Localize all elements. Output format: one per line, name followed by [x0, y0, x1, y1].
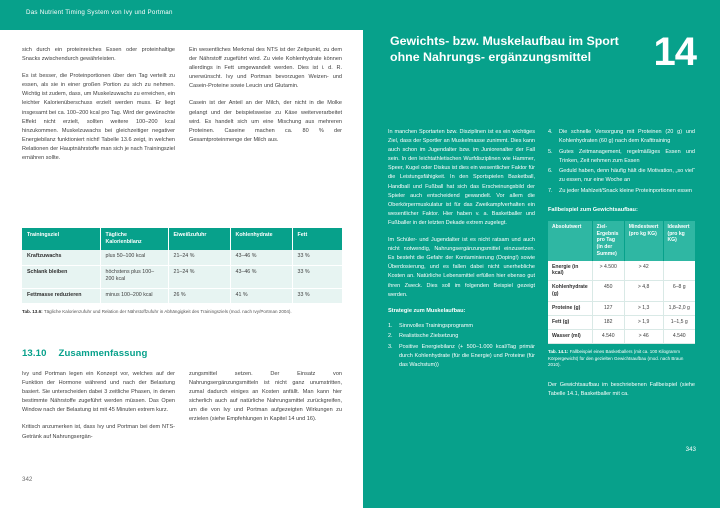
column-header: Eiweißzufuhr: [168, 228, 230, 250]
cell: Proteine (g): [548, 302, 592, 316]
cell: 21–24 %: [168, 250, 230, 265]
summary-columns: [22, 370, 342, 442]
table-row: [22, 265, 342, 288]
list-marker: 4.: [548, 129, 553, 135]
cell: Kohlenhydrate (g): [548, 281, 592, 302]
list-item: [388, 343, 535, 370]
table-row: [548, 281, 695, 302]
column-header: Kohlenhydrate: [230, 228, 292, 250]
summary-column-1: [22, 370, 175, 442]
list-item: [548, 187, 695, 196]
column-header: Mindestwert (pro kg KG): [624, 221, 663, 260]
cell: [663, 261, 695, 281]
table-13-6-wrapper: [22, 228, 342, 316]
left-page-column-2: [189, 46, 342, 163]
list-item-label: Zu jeder Mahlzeit/Snack kleine Proteinportionen essen: [559, 188, 692, 195]
cell: > 46: [624, 330, 663, 344]
list-item-label: Geduld haben, denn häufig hält die Motivation, „so viel“ zu essen, nur eine Woche an: [559, 168, 695, 184]
right-page-columns: [388, 128, 696, 399]
cell: Kraftzuwachs: [22, 250, 100, 265]
cell: minus 100–200 kcal: [100, 288, 168, 304]
list-marker: 2.: [388, 333, 393, 340]
left-page: [0, 30, 363, 508]
table-14-1: [548, 221, 695, 344]
column-header: Ziel-Ergebnis pro Tag (in der Summe): [592, 221, 624, 260]
list-item: [548, 128, 695, 146]
cell: 1,8–2,0 g: [663, 302, 695, 316]
caption-label: Tab. 14.1:: [548, 349, 569, 355]
paragraph: Der Gewichtsaufbau im beschriebenen Fallbeispiel (siehe Tabelle 14.1, Basketballer mit ca.: [548, 381, 695, 397]
list-item: [548, 167, 695, 185]
table-row: [548, 330, 695, 344]
list-marker: 1.: [388, 322, 393, 329]
cell: 6–8 g: [663, 281, 695, 302]
paragraph: Casein ist der Anteil an der Milch, der nicht in die Molke gelangt und der beispielsweise zu Käse weiterverarbeitet wird. Es handelt sich um eine Mischung aus mehreren Proteinen. Caseine machen ca. 80 % der Gesamtproteinmenge der Milch aus.: [189, 100, 342, 143]
table-14-1-wrapper: [548, 221, 695, 369]
table-row: [22, 250, 342, 265]
strategy-heading: Strategie zum Muskelaufbau:: [388, 307, 466, 314]
right-page: [363, 0, 720, 508]
right-page-column-2: [548, 128, 695, 399]
cell: 21–24 %: [168, 265, 230, 288]
section-title: Zusammenfassung: [58, 348, 148, 359]
list-marker: 7.: [548, 188, 553, 195]
page-number-right: 343: [685, 446, 696, 453]
paragraph: Es ist besser, die Proteinportionen über den Tag verteilt zu essen, als sie in einer großen Portion zu sich zu nehmen. Wichtig ist zudem, dass, um Muskelzuwachs zu erreichen, ein leichter Kalorienüberschuss erzielt werden muss. Er liegt insgesamt bei ca. 100–200 kcal pro Tag. Wird der gewünschte Effekt nicht erzielt, sollten weitere 100–200 kcal hinzukommen. Muskelzuwachs bei gleichzeitiger negativer Energiebilanz funktioniert nicht! Tabelle 13.6 zeigt, in welchen Relationen der Hauptnährstoffe man sich je nach Trainingsziel ernähren sollte.: [22, 73, 175, 162]
table-header-row: [548, 221, 695, 260]
cell: 26 %: [168, 288, 230, 304]
cell: 33 %: [292, 250, 342, 265]
cell: 43–46 %: [230, 250, 292, 265]
paragraph: zungsmittel setzen. Der Einsatz von Nahrungsergänzungsmitteln ist nicht ganz unumstritten, zumal dadurch einiges an Kosten anfällt. Man kann hier sicherlich auch auf natürliche Nahrungsmittel zurückgreifen, um die von Ivy und Portman aufgezeigten Wirkungen zu erzielen (siehe Empfehlungen in Kapitel 14 und 16).: [189, 371, 342, 423]
summary-column-2: [189, 370, 342, 442]
cell: 182: [592, 316, 624, 330]
list-item-label: Die schnelle Versorgung mit Proteinen (20 g) und Kohlenhydraten (60 g) nach dem Krafttraining: [559, 129, 695, 145]
list-marker: 5.: [548, 148, 553, 155]
cell: > 1,9: [624, 316, 663, 330]
column-header: Tägliche Kalorienbilanz: [100, 228, 168, 250]
column-header: Fett: [292, 228, 342, 250]
cell: > 42: [624, 261, 663, 281]
table-header-row: [22, 228, 342, 250]
cell: Energie (in kcal): [548, 261, 592, 281]
paragraph: sich durch ein proteinreiches Essen oder proteinhaltige Snacks zwischendurch gewährleisten.: [22, 47, 175, 63]
cell: Schlank bleiben: [22, 265, 100, 288]
table-14-1-caption: [548, 349, 695, 369]
section-heading-13-10: [22, 348, 147, 359]
cell: 33 %: [292, 265, 342, 288]
running-head-text: Das Nutrient Timing System von Ivy und Portman: [26, 9, 173, 16]
list-item: [388, 322, 535, 331]
cell: > 1,3: [624, 302, 663, 316]
list-item-label: Positive Energiebilanz (+ 500–1.000 kcal/Tag primär durch Kohlenhydrate (für die Energie) und Proteine (für das Wachstum)): [399, 343, 535, 369]
cell: Fettmasse reduzieren: [22, 288, 100, 304]
paragraph: Ein wesentliches Merkmal des NTS ist der Zeitpunkt, zu dem der Nährstoff zugeführt wird. Zu viele Kohlenhydrate können allerdings in Fett umgewandelt werden. Dies ist i. d. R. unerwünscht. Ivy und Portman bevorzugen Weizen- und Casein-Proteine sowie Leucin und Glutamin.: [189, 47, 342, 90]
column-header: Absolutwert: [548, 221, 592, 260]
section-number: 13.10: [22, 348, 47, 359]
table-13-6-caption: [22, 309, 342, 316]
list-marker: 6.: [548, 168, 553, 175]
list-item-label: Sinnvolles Trainingsprogramm: [399, 322, 473, 329]
cell: Fett (g): [548, 316, 592, 330]
table-row: [548, 316, 695, 330]
cell: 127: [592, 302, 624, 316]
cell: höchstens plus 100–200 kcal: [100, 265, 168, 288]
strategy-list: [388, 322, 535, 370]
table-row: [548, 302, 695, 316]
column-header: Idealwert (pro kg KG): [663, 221, 695, 260]
list-marker: 3.: [388, 343, 393, 350]
cell: > 4.500: [592, 261, 624, 281]
cell: 41 %: [230, 288, 292, 304]
strategy-list-continued: [548, 128, 695, 196]
table-row: [548, 261, 695, 281]
list-item-label: Realistische Zielsetzung: [399, 333, 459, 340]
list-item-label: Gutes Zeitmanagement, regelmäßiges Essen und Trinken, Zeit nehmen zum Essen: [559, 148, 695, 164]
cell: 33 %: [292, 288, 342, 304]
cell: plus 50–100 kcal: [100, 250, 168, 265]
caption-label: Tab. 13.6:: [22, 309, 43, 315]
left-page-top-columns: [22, 46, 342, 163]
cell: 1–1,5 g: [663, 316, 695, 330]
column-header: Trainingsziel: [22, 228, 100, 250]
list-item: [548, 148, 695, 166]
cell: > 4,8: [624, 281, 663, 302]
paragraph: In manchen Sportarten bzw. Disziplinen ist es ein wichtiges Ziel, dass der Sportler an Muskelmasse zunimmt. Dies kann auch schon im Jugendalter bzw. im Juniorenalter der Fall sein. In den leichtathletischen Wurfdisziplinen wie Hammer, Speer, Kugel oder Diskus ist dies ein wesentlicher Faktor für die Leistungsfähigkeit. In den Sportspielen Basketball, Handball und Fußball hat sich das Erscheinungsbild der Spieler auch entscheidend gewandelt. Vor allem die Oberkörpermuskulatur ist für das Zweikampfverhalten ein wesentlicher Faktor. Hier haben v. a. Basketballer und Fußballer in der letzten Dekade extrem zugelegt.: [388, 129, 535, 226]
paragraph: Im Schüler- und Jugendalter ist es nicht ratsam und auch nicht notwendig, Nahrungsergänzungsmittel einzusetzen. Es besteht die Gefahr der Kontaminierung (Doping!) sowie Überdosierung, und es fallen dabei nicht unerhebliche Kosten an. Natürliche Lebensmittel erfüllen hier ebenso gut ihren Zweck. Dies soll im folgenden Beispiel gezeigt werden.: [388, 237, 535, 298]
chapter-number: 14: [653, 30, 696, 74]
table-13-6: [22, 228, 342, 304]
cell: 43–46 %: [230, 265, 292, 288]
right-page-column-1: [388, 128, 535, 399]
page-number-left: 342: [22, 476, 33, 483]
case-study-heading: Fallbeispiel zum Gewichtsaufbau:: [548, 207, 638, 214]
cell: 4.540: [663, 330, 695, 344]
table-row: [22, 288, 342, 304]
paragraph: Kritisch anzumerken ist, dass Ivy und Portman bei dem NTS-Getränk auf Nahrungsergän-: [22, 424, 175, 440]
caption-text: Fallbeispiel eines Basketballers (mit ca. 100 Kilogramm Körpergewicht) für den gezielten Gewichtsaufbau (mod. nach Braun 2010).: [548, 349, 684, 368]
chapter-title: Gewichts- bzw. Muskelaufbau im Sport ohne Nahrungs- ergänzungsmittel: [390, 34, 619, 64]
left-page-column-1: [22, 46, 175, 163]
cell: 450: [592, 281, 624, 302]
cell: Wasser (ml): [548, 330, 592, 344]
paragraph: Ivy und Portman legen ein Konzept vor, welches auf der Funktion der Hormone während und nach der Belastung basiert. Sie unterscheiden dabei 3 zeitliche Phasen, in denen bestimmte Nährstoffe zugeführt werden müssen. Das Open Window nach der Belastung ist mit 45 Minuten extrem kurz.: [22, 371, 175, 414]
caption-text: Tägliche Kalorienzufuhr und Relation der Nährstoffzufuhr in Abhängigkeit des Trainingsziels (mod. nach Ivy/Portman 2004).: [42, 309, 292, 315]
cell: 4.540: [592, 330, 624, 344]
list-item: [388, 332, 535, 341]
